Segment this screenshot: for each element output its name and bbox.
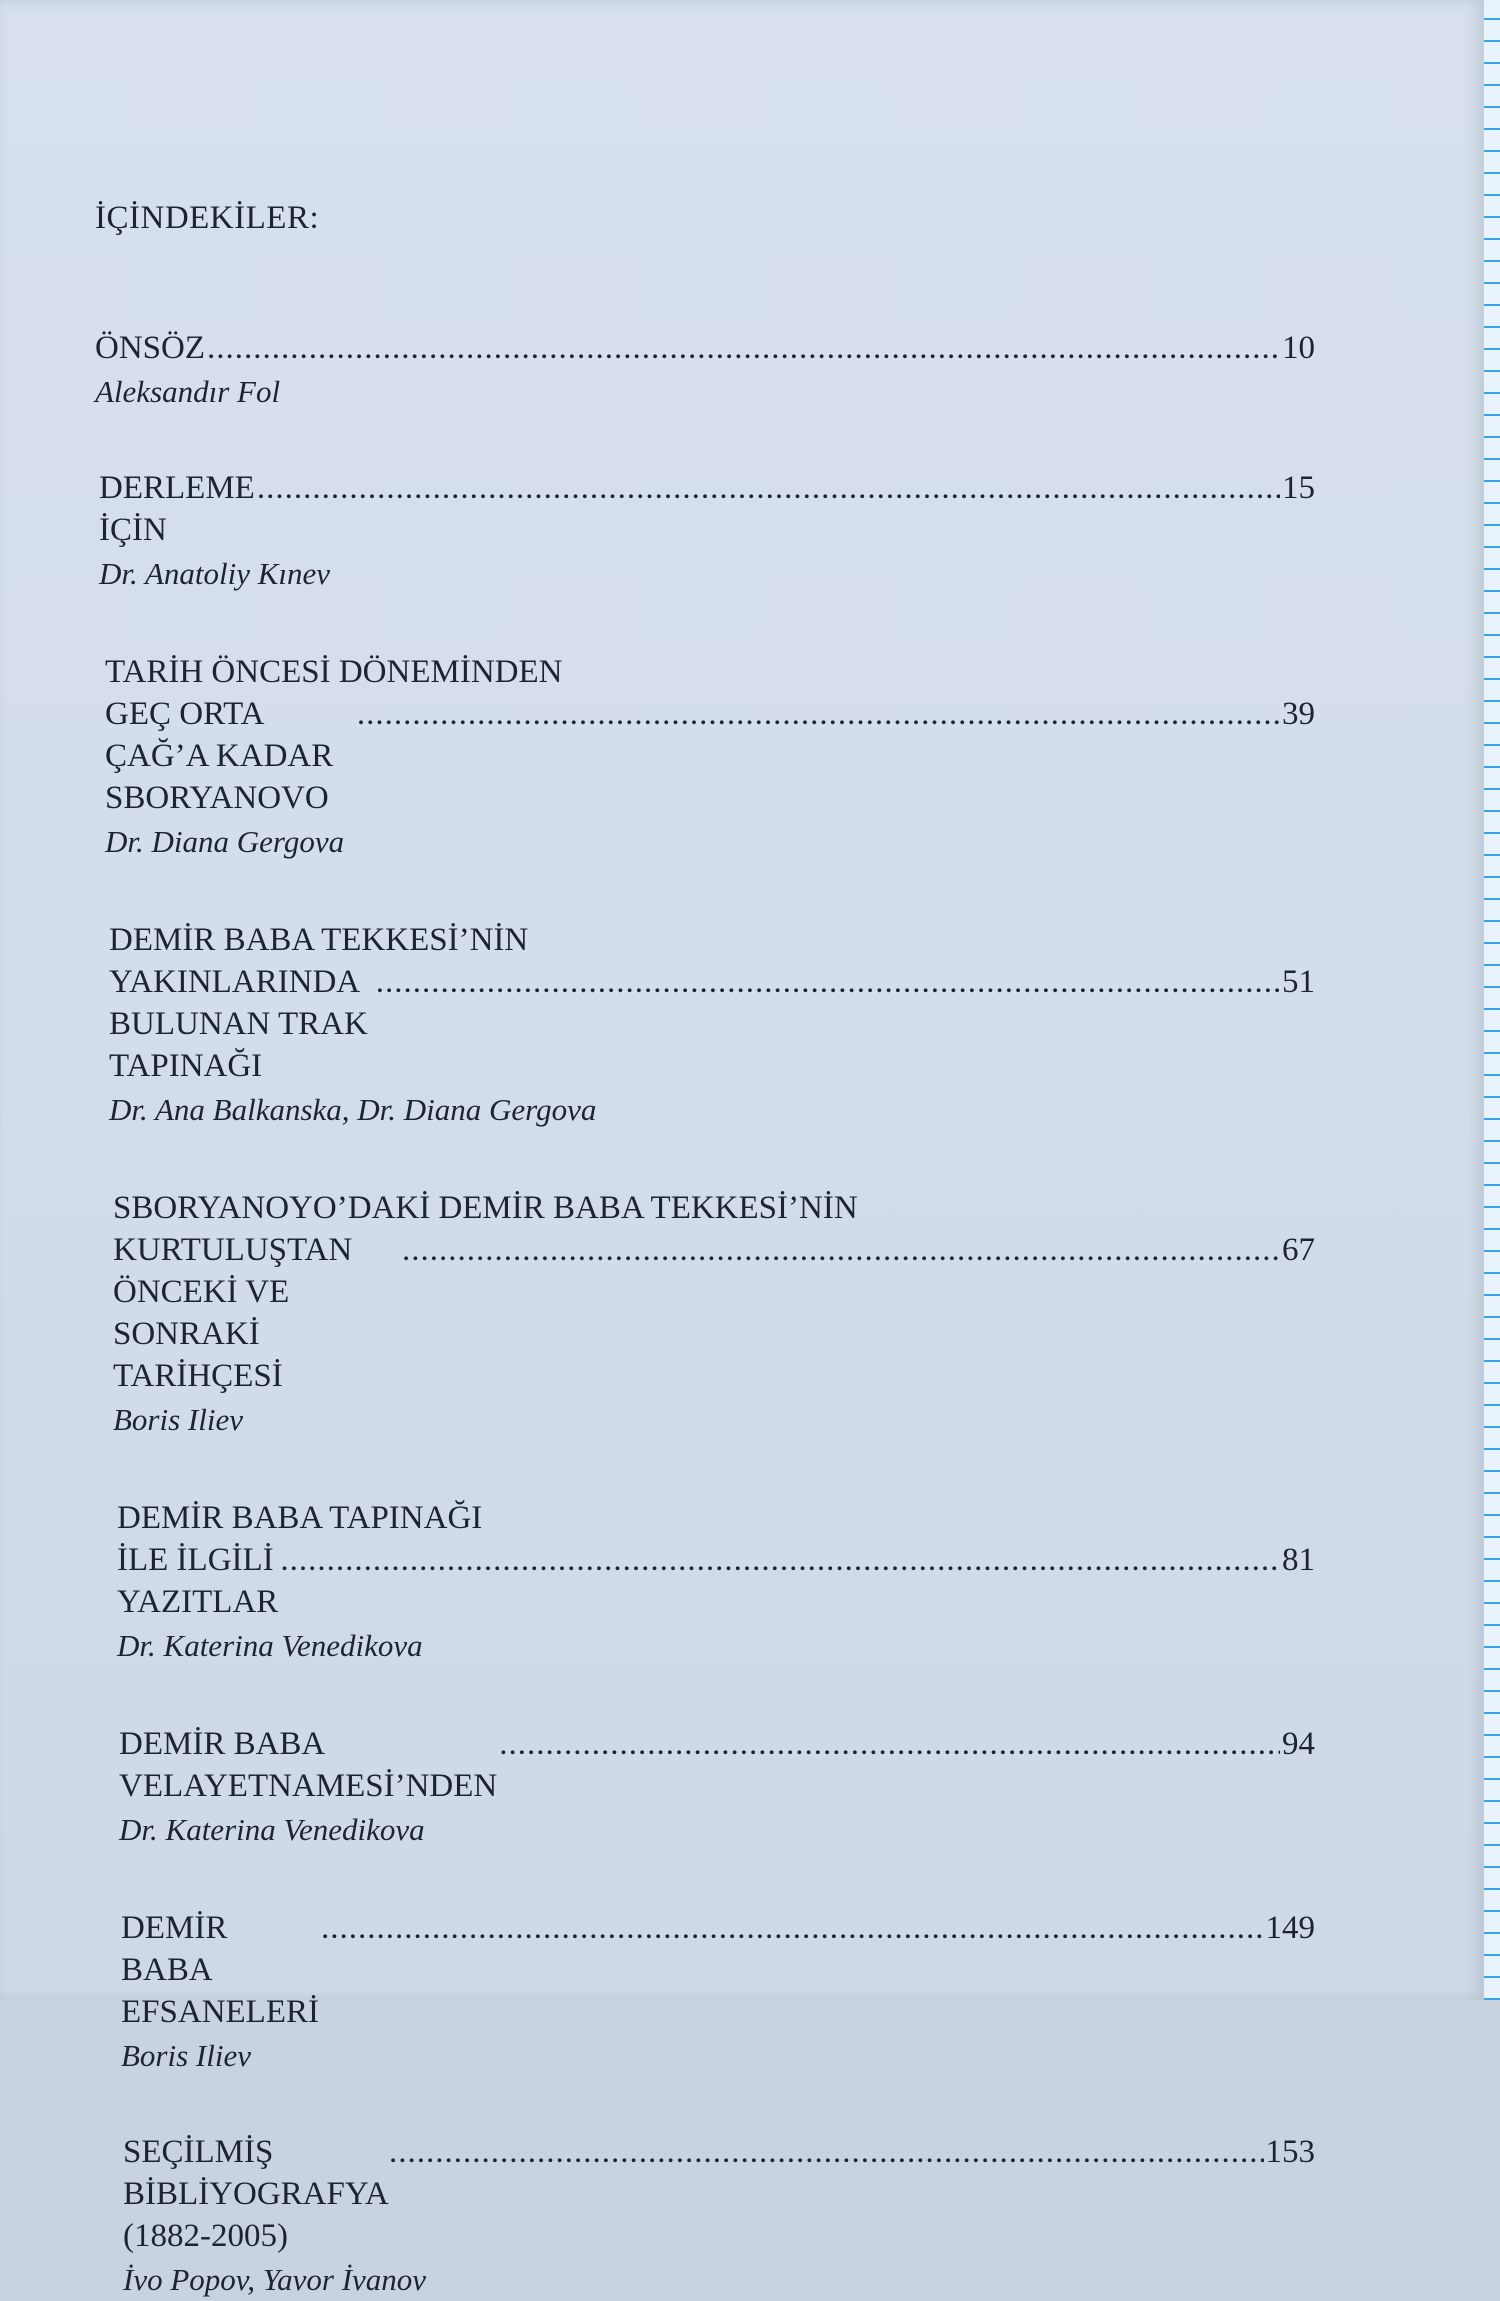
toc-entry-title: ÖNSÖZ xyxy=(95,330,206,366)
dot-leader xyxy=(499,1723,1280,1765)
dot-leader xyxy=(402,1229,1280,1271)
dot-leader xyxy=(257,467,1280,509)
dot-leader xyxy=(280,1539,1280,1581)
toc-entry-author: Boris Iliev xyxy=(121,2038,251,2073)
toc-entry-page: 39 xyxy=(1282,696,1315,732)
toc-entry-page: 81 xyxy=(1282,1542,1315,1578)
dot-leader xyxy=(389,2131,1263,2173)
toc-entry-title: KURTULUŞTAN ÖNCEKİ VE SONRAKİ TARİHÇESİ xyxy=(113,1232,353,1394)
dot-leader xyxy=(321,1907,1264,1949)
toc-entry-author: Dr. Diana Gergova xyxy=(105,824,345,859)
toc-entry-author: Boris Iliev xyxy=(113,1402,243,1437)
toc-entry-title: YAKINLARINDA BULUNAN TRAK TAPINAĞI xyxy=(109,964,368,1084)
toc-entry-page: 67 xyxy=(1282,1232,1315,1268)
dot-leader xyxy=(207,327,1280,369)
toc-entry-page: 94 xyxy=(1282,1726,1315,1762)
toc-entry-title: TARİH ÖNCESİ DÖNEMİNDEN xyxy=(105,654,563,690)
dot-leader xyxy=(376,961,1280,1003)
toc-entry xyxy=(95,327,1315,413)
toc-entry-title: DEMİR BABA EFSANELERİ xyxy=(121,1910,319,2030)
page-edge xyxy=(1484,0,1500,2000)
toc-heading: İÇİNDEKİLER: xyxy=(95,200,320,236)
toc-entry xyxy=(105,651,1315,863)
toc-entry-page: 51 xyxy=(1282,964,1315,1000)
table-of-contents xyxy=(95,200,1315,2301)
toc-entry xyxy=(99,467,1315,595)
toc-entry-title: SEÇİLMİŞ BİBLİYOGRAFYA (1882-2005) xyxy=(123,2134,388,2254)
toc-entry-title: DEMİR BABA TEKKESİ’NİN xyxy=(109,922,529,958)
toc-entry xyxy=(117,1497,1315,1667)
toc-entry-author: Dr. Katerina Venedikova xyxy=(117,1628,423,1663)
toc-entry xyxy=(109,919,1315,1131)
toc-entry xyxy=(123,2131,1315,2301)
toc-entry xyxy=(119,1723,1315,1851)
toc-entry-author: Dr. Katerina Venedikova xyxy=(119,1812,425,1847)
toc-entry-author: İvo Popov, Yavor İvanov xyxy=(123,2262,427,2297)
dot-leader xyxy=(357,693,1280,735)
toc-entry-page: 153 xyxy=(1265,2134,1315,2170)
toc-entry-title: SBORYANOYO’DAKİ DEMİR BABA TEKKESİ’NİN xyxy=(113,1190,858,1226)
toc-entry-title: GEÇ ORTA ÇAĞ’A KADAR SBORYANOVO xyxy=(105,696,334,816)
toc-entry-author: Dr. Anatoliy Kınev xyxy=(99,556,331,591)
toc-entry-page: 149 xyxy=(1265,1910,1315,1946)
toc-entry xyxy=(113,1187,1315,1441)
toc-entry-title: DEMİR BABA VELAYETNAMESİ’NDEN xyxy=(119,1726,498,1804)
toc-entry-author: Aleksandır Fol xyxy=(95,374,281,409)
toc-entry-title: DEMİR BABA TAPINAĞI xyxy=(117,1500,483,1536)
toc-entry-title: DERLEME İÇİN xyxy=(99,470,255,548)
toc-entry-author: Dr. Ana Balkanska, Dr. Diana Gergova xyxy=(109,1092,597,1127)
toc-entry xyxy=(121,1907,1315,2077)
toc-entry-page: 10 xyxy=(1282,330,1315,366)
toc-entry-title: İLE İLGİLİ YAZITLAR xyxy=(117,1542,279,1620)
toc-entry-page: 15 xyxy=(1282,470,1315,506)
